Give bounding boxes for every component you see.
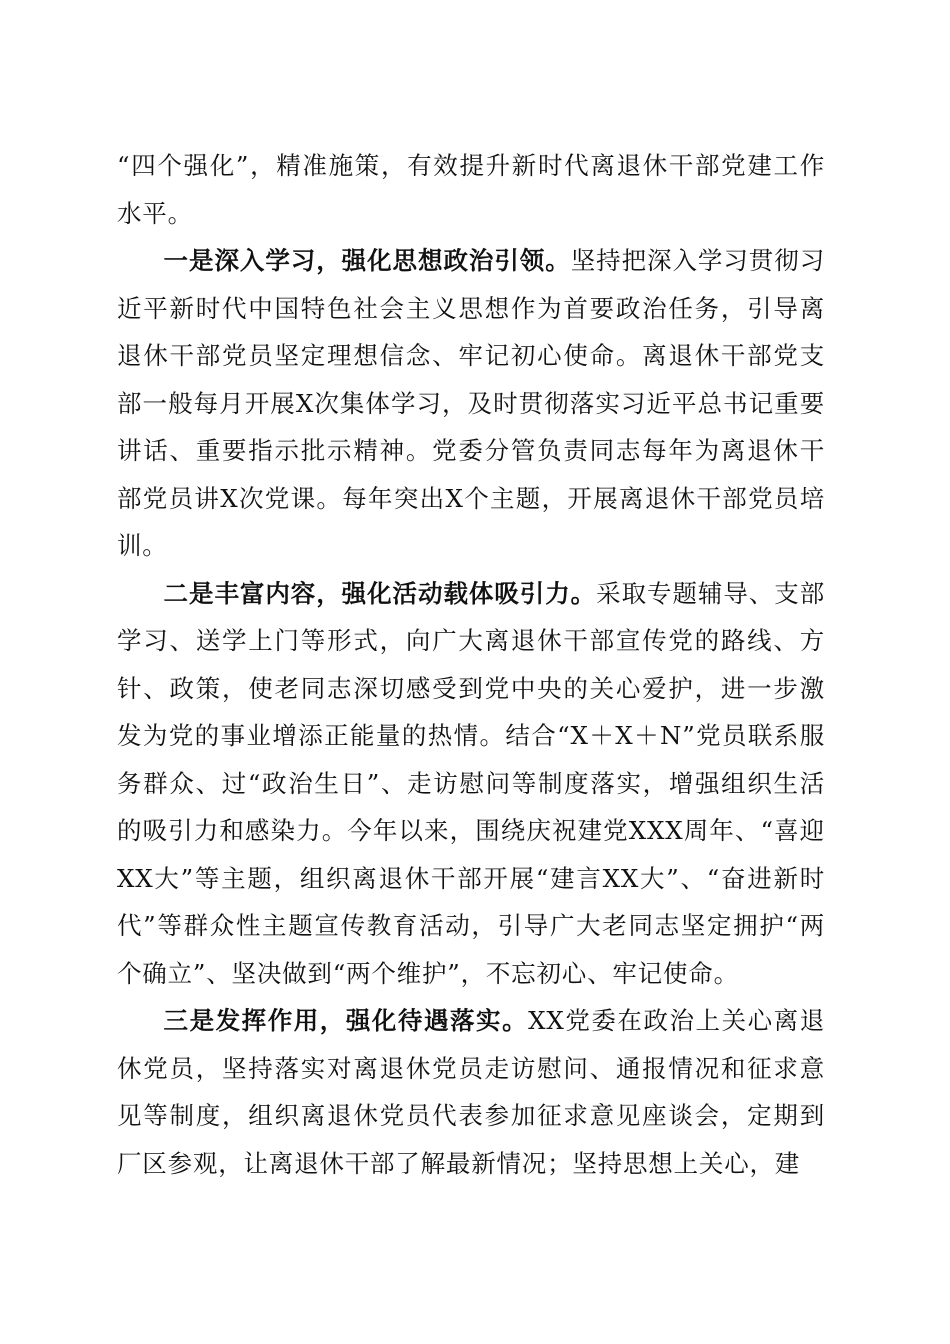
paragraph-benefits xyxy=(117,997,825,1187)
paragraph-benefits-text: XX党委在政治上关心离退休党员，坚持落实对离退休党员走访慰问、通报情况和征求意见等制度，组织离退休党员代表参加征求意见座谈会，定期到厂区参观，让离退休干部了解最新情况；坚持思想上关心，建 xyxy=(117,1006,825,1178)
paragraph-activities-heading: 二是丰富内容，强化活动载体吸引力。 xyxy=(163,578,597,608)
paragraph-benefits-heading: 三是发挥作用，强化待遇落实。 xyxy=(163,1006,529,1035)
document-body xyxy=(117,142,825,1187)
paragraph-activities xyxy=(117,570,825,998)
paragraph-study-heading: 一是深入学习，强化思想政治引领。 xyxy=(163,246,571,275)
paragraph-intro xyxy=(117,142,825,237)
paragraph-study-text: 坚持把深入学习贯彻习近平新时代中国特色社会主义思想作为首要政治任务，引导离退休干部党员坚定理想信念、牢记初心使命。离退休干部党支部一般每月开展X次集体学习，及时贯彻落实习近平总书记重要讲话、重要指示批示精神。党委分管负责同志每年为离退休干部党员讲X次党课。每年突出X个主题，开展离退休干部党员培训。 xyxy=(117,246,825,560)
paragraph-activities-text: 采取专题辅导、支部学习、送学上门等形式，向广大离退休干部宣传党的路线、方针、政策，使老同志深切感受到党中央的关心爱护，进一步激发为党的事业增添正能量的热情。结合“X＋X＋N”党员联系服务群众、过“政治生日”、走访慰问等制度落实，增强组织生活的吸引力和感染力。今年以来，围绕庆祝建党XXX周年、“喜迎XX大”等主题，组织离退休干部开展“建言XX大”、“奋进新时代”等群众性主题宣传教育活动，引导广大老同志坚定拥护“两个确立”、坚决做到“两个维护”，不忘初心、牢记使命。 xyxy=(117,578,825,988)
paragraph-study xyxy=(117,237,825,570)
paragraph-intro-text: “四个强化”，精准施策，有效提升新时代离退休干部党建工作水平。 xyxy=(117,151,825,228)
